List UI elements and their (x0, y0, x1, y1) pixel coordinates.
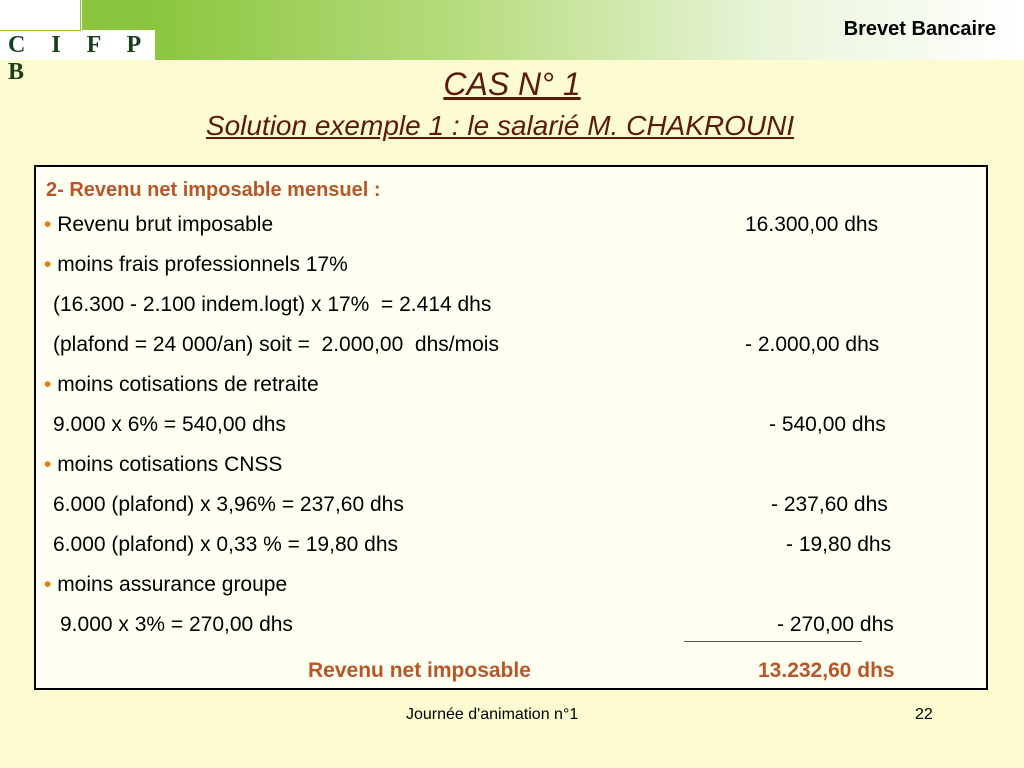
bullet-icon: • (44, 213, 58, 236)
line-item: • moins frais professionnels 17% (44, 253, 348, 276)
line-item: • moins cotisations de retraite (44, 373, 319, 396)
line-amount: 16.300,00 dhs (745, 213, 879, 236)
line-item: • Revenu brut imposable (44, 213, 274, 236)
line-item: • moins cotisations CNSS (44, 453, 283, 476)
section-title: 2- Revenu net imposable mensuel : (46, 179, 381, 201)
line-amount: - 2.000,00 dhs (745, 333, 880, 356)
bullet-icon: • (44, 373, 58, 396)
bullet-icon: • (44, 453, 58, 476)
line-item: 9.000 x 3% = 270,00 dhs (60, 613, 293, 636)
line-item: 6.000 (plafond) x 3,96% = 237,60 dhs (53, 493, 404, 516)
line-item: 6.000 (plafond) x 0,33 % = 19,80 dhs (53, 533, 398, 556)
line-amount: - 270,00 dhs (777, 613, 894, 636)
line-item: 9.000 x 6% = 540,00 dhs (53, 413, 286, 436)
bullet-icon: • (44, 573, 58, 596)
total-amount: 13.232,60 dhs (758, 659, 895, 682)
sum-rule (684, 641, 862, 642)
logo (0, 0, 155, 85)
page-number: 22 (915, 706, 933, 723)
line-item: • moins assurance groupe (44, 573, 288, 596)
content-box (34, 165, 988, 690)
line-amount: - 540,00 dhs (769, 413, 886, 436)
logo-text: C I F P B (8, 32, 150, 85)
logo-green-block (82, 0, 155, 30)
bullet-icon: • (44, 253, 58, 276)
line-item: (plafond = 24 000/an) soit = 2.000,00 dhs/mois (53, 333, 499, 356)
case-subtitle: Solution exemple 1 : le salarié M. CHAKROUNI (205, 110, 795, 141)
line-amount: - 19,80 dhs (786, 533, 892, 556)
logo-square (0, 0, 81, 31)
line-item: (16.300 - 2.100 indem.logt) x 17% = 2.414 dhs (53, 293, 492, 316)
case-title: CAS N° 1 (443, 66, 581, 102)
brand-label: Brevet Bancaire (843, 18, 996, 40)
line-amount: - 237,60 dhs (771, 493, 888, 516)
footer-text: Journée d'animation n°1 (406, 706, 579, 723)
total-label: Revenu net imposable (308, 659, 531, 682)
